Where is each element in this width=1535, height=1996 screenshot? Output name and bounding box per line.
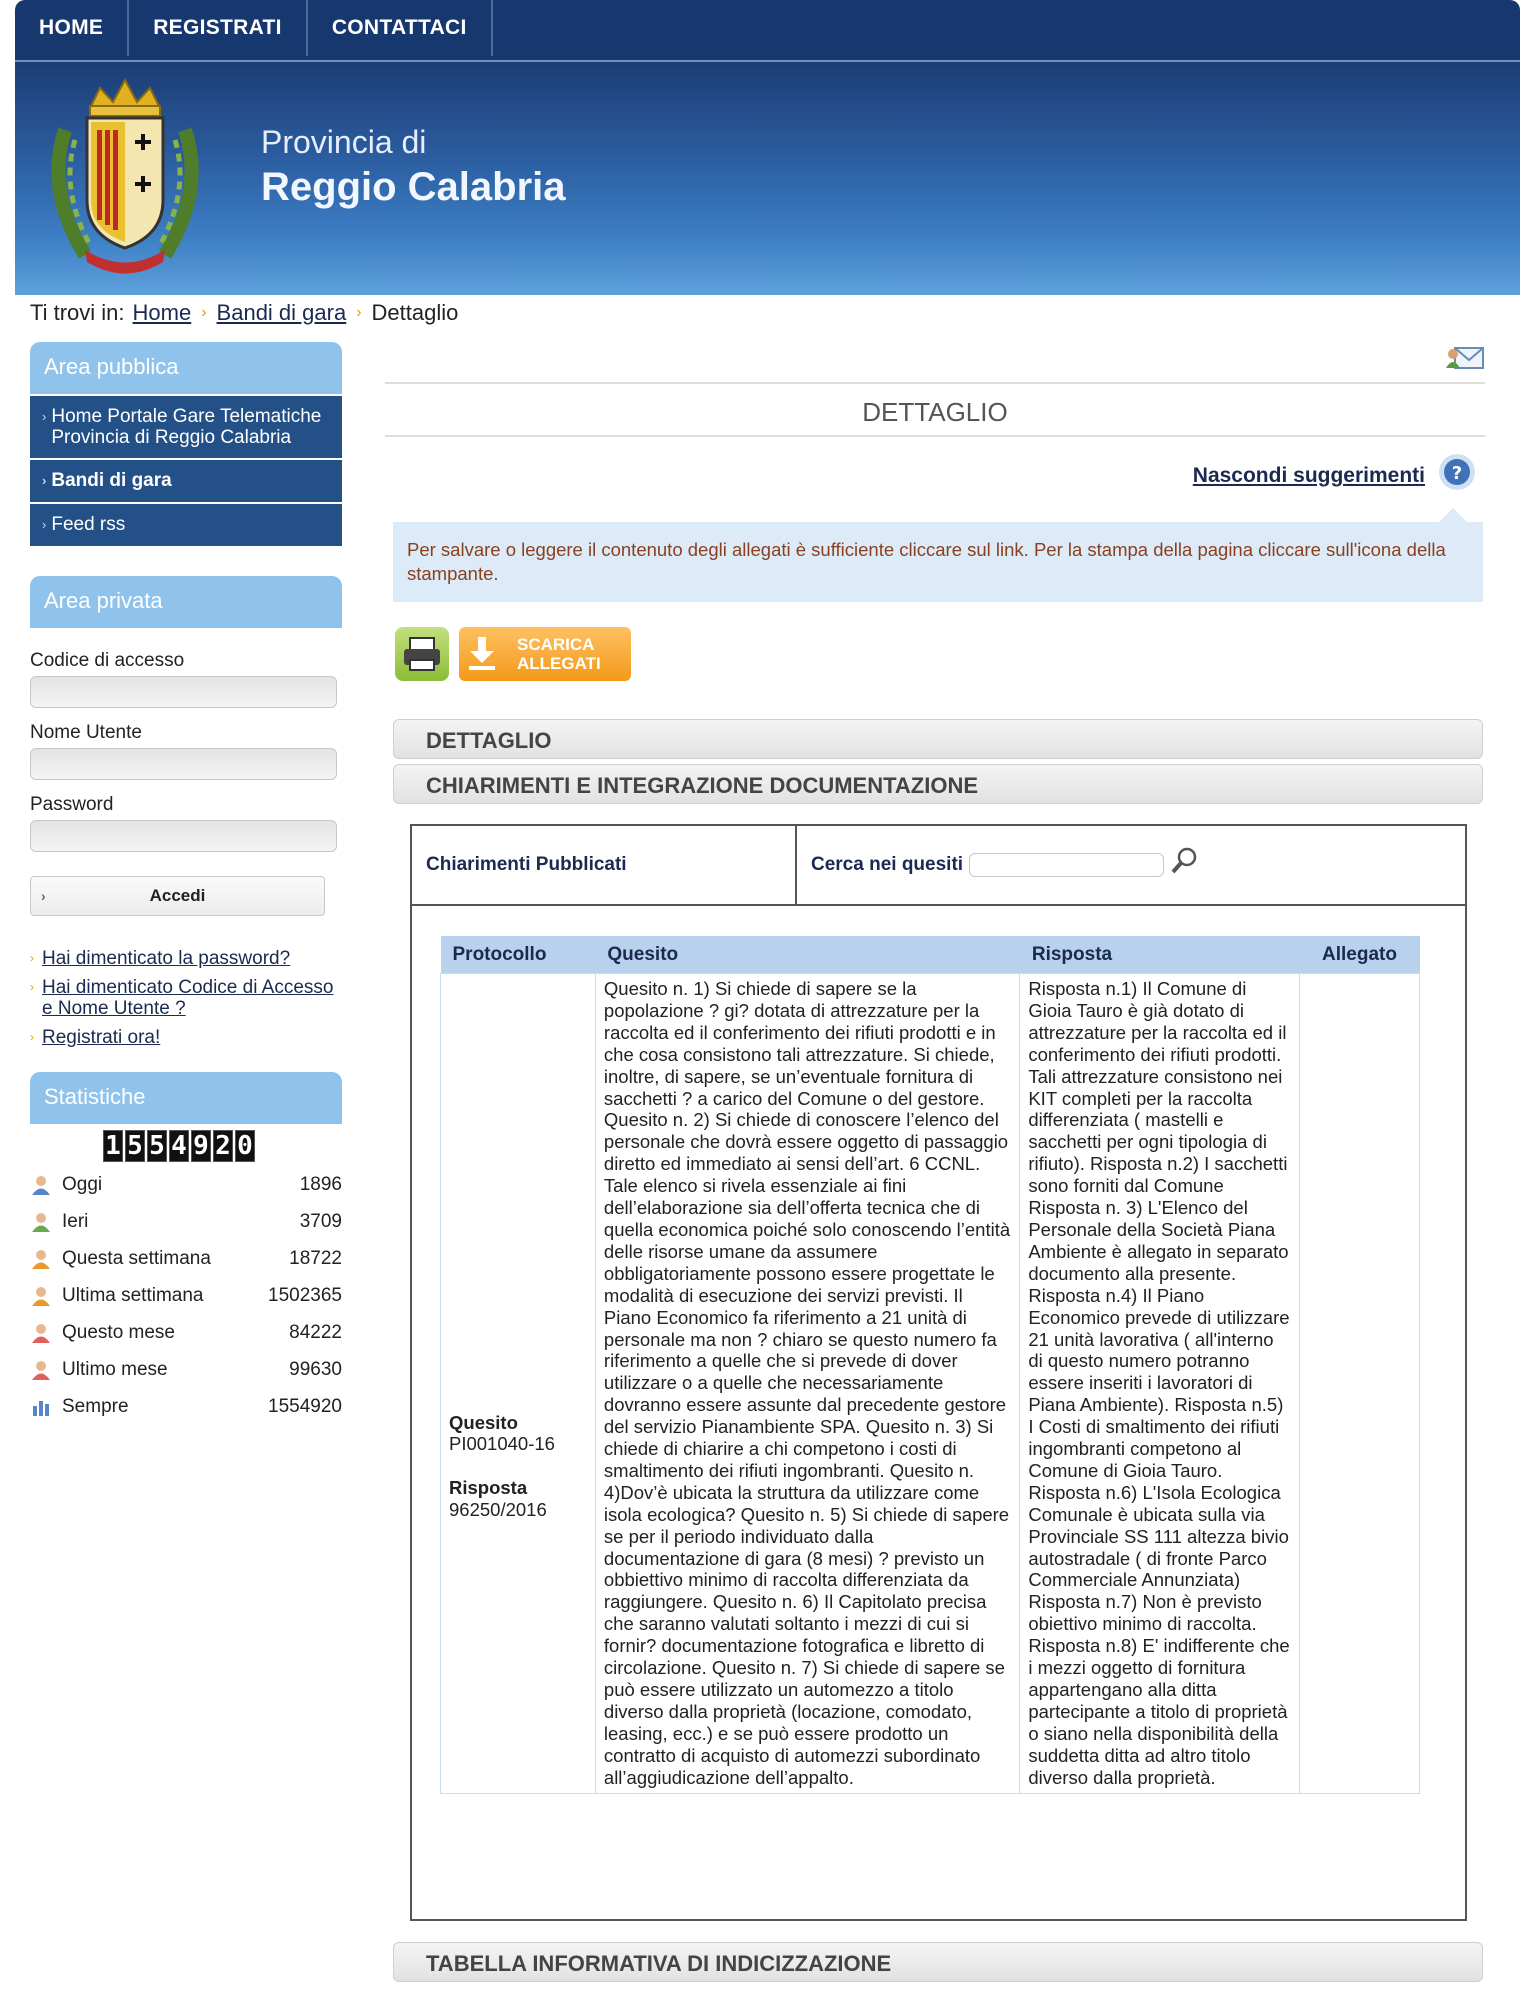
divider	[385, 382, 1485, 384]
stat-name: Oggi	[62, 1173, 103, 1195]
stat-row	[30, 1166, 342, 1203]
counter-digit: 4	[169, 1130, 189, 1162]
sidebar-item-feed-rss[interactable]	[30, 502, 342, 546]
login-button-label: Accedi	[149, 886, 206, 905]
table-header-row	[441, 936, 1420, 974]
stat-name: Ultima settimana	[62, 1284, 204, 1306]
sidebar-item-label: Home Portale Gare Telematiche Provincia di Reggio Calabria	[51, 406, 322, 448]
nav-contattaci[interactable]: CONTATTACI	[308, 0, 493, 56]
forgot-password-link[interactable]: Hai dimenticato la password?	[42, 948, 291, 969]
hide-tips-link[interactable]: Nascondi suggerimenti	[1192, 464, 1425, 487]
counter-digit: 2	[213, 1130, 233, 1162]
forgot-credentials-item	[30, 977, 342, 1019]
user-icon	[30, 1359, 52, 1381]
help-icon[interactable]	[1437, 452, 1477, 492]
column-header-protocollo: Protocollo	[441, 936, 596, 974]
sidebar-item-home-portale[interactable]	[30, 394, 342, 458]
header-banner	[15, 60, 1520, 295]
clarifications-table	[440, 936, 1420, 1794]
protocol-risposta-value: 96250/2016	[449, 1499, 547, 1521]
printer-icon	[395, 627, 449, 681]
download-label-line-2: ALLEGATI	[517, 654, 601, 673]
stat-value: 99630	[289, 1358, 342, 1380]
email-icon[interactable]	[1445, 342, 1485, 372]
access-code-input[interactable]	[30, 676, 337, 708]
download-attachments-button[interactable]	[459, 627, 631, 681]
stat-row	[30, 1388, 342, 1425]
stat-row	[30, 1203, 342, 1240]
user-icon	[30, 1248, 52, 1270]
stat-value: 3709	[299, 1210, 342, 1232]
column-header-allegato: Allegato	[1300, 936, 1420, 974]
column-header-risposta: Risposta	[1020, 936, 1300, 974]
table-row	[441, 974, 1420, 1794]
breadcrumb-prefix: Ti trovi in:	[30, 300, 125, 325]
download-label-line-1: SCARICA	[517, 635, 595, 654]
stat-value: 84222	[289, 1321, 342, 1343]
stat-row	[30, 1314, 342, 1351]
divider	[385, 435, 1485, 437]
stat-row	[30, 1240, 342, 1277]
tip-message: Per salvare o leggere il contenuto degli allegati è sufficiente cliccare sul link. Per la stampa della pagina cliccare sull'icona della stampante.	[393, 522, 1483, 602]
risposta-cell: Risposta n.1) Il Comune di Gioia Tauro è già dotato di attrezzature per la raccolta ed il conferimento dei rifiuti prodotti. Tali attrezzature consistono nei KIT completi per la raccolta differenziata ( mastelli e sacchetti per ogni tipologia di rifiuto). Risposta n.2) I sacchetti sono forniti dal Comune Risposta n. 3) L'Elenco del Personale della Società Piana Ambiente è allegato in separato documento alla presente. Risposta n.4) Il Piano Economico prevede di utilizzare 21 unità lavorativa ( all'interno di questo numero potranno essere inseriti i lavoratori di Piana Ambiente). Risposta n.5) I Costi di smaltimento dei rifiuti ingombranti competono al Comune di Gioia Tauro. Risposta n.6) L'Isola Ecologica Comunale è ubicata sulla via Provinciale SS 111 altezza bivio autostradale ( di fronte Parco Commerciale Annunziata) Risposta n.7) Non è previsto obiettivo minimo di raccolta. Risposta n.8) E' indifferente che i mezzi oggetto di fornitura appartengano alla ditta partecipante a titolo di proprietà o siano nella disponibilità della suddetta ditta ad altro titolo diverso dalla proprietà.	[1020, 974, 1300, 1794]
protocol-quesito-label: Quesito	[449, 1411, 518, 1433]
account-links	[30, 948, 342, 1048]
brand-line-2: Reggio Calabria	[261, 165, 566, 209]
brand-line-1: Provincia di	[261, 124, 427, 160]
visit-counter	[103, 1130, 342, 1162]
stat-row	[30, 1277, 342, 1314]
user-icon	[30, 1211, 52, 1233]
chevron-right-icon: ›	[41, 888, 46, 904]
sidebar-item-label: Feed rss	[51, 514, 126, 535]
hide-tips	[1193, 464, 1425, 488]
chevron-right-icon: ›	[30, 980, 34, 994]
top-nav	[15, 0, 1520, 60]
download-icon	[467, 635, 497, 673]
counter-digit: 0	[235, 1130, 255, 1162]
search-input[interactable]	[969, 853, 1164, 877]
section-detail[interactable]: DETTAGLIO	[393, 719, 1483, 759]
tip-arrow	[1439, 508, 1467, 522]
chevron-right-icon: ›	[201, 304, 207, 321]
register-item	[30, 1027, 342, 1048]
download-label	[517, 635, 601, 673]
chevron-right-icon: ›	[42, 473, 47, 488]
breadcrumb	[30, 300, 458, 326]
stat-name: Questa settimana	[62, 1247, 211, 1269]
sidebar-item-label: Bandi di gara	[51, 470, 172, 491]
nav-registrati[interactable]: REGISTRATI	[129, 0, 308, 56]
stat-row	[30, 1351, 342, 1388]
breadcrumb-bandi-link[interactable]: Bandi di gara	[216, 300, 347, 325]
search-label: Cerca nei quesiti	[811, 854, 964, 875]
stat-value: 1896	[299, 1173, 342, 1195]
statistics-list	[30, 1166, 342, 1425]
forgot-credentials-link[interactable]: Hai dimenticato Codice di Accesso e Nome Utente ?	[42, 977, 334, 1019]
password-label: Password	[30, 794, 114, 815]
chevron-right-icon: ›	[356, 304, 362, 321]
coat-of-arms-logo[interactable]	[45, 70, 205, 280]
section-clarifications[interactable]: CHIARIMENTI E INTEGRAZIONE DOCUMENTAZIONE	[393, 764, 1483, 804]
access-code-label: Codice di accesso	[30, 650, 185, 671]
clarifications-header	[412, 826, 1465, 906]
chevron-right-icon: ›	[30, 1030, 34, 1044]
allegato-cell	[1300, 974, 1420, 1794]
svg-text:?: ?	[1451, 463, 1463, 484]
counter-digit: 1	[103, 1130, 123, 1162]
user-icon	[30, 1174, 52, 1196]
counter-digit: 9	[191, 1130, 211, 1162]
breadcrumb-current: Dettaglio	[371, 300, 459, 325]
private-area-heading: Area privata	[30, 576, 342, 628]
counter-digit: 5	[125, 1130, 145, 1162]
section-index-table[interactable]: TABELLA INFORMATIVA DI INDICIZZAZIONE	[393, 1942, 1483, 1982]
sidebar	[30, 342, 342, 1425]
quesito-cell: Quesito n. 1) Si chiede di sapere se la popolazione ? gi? dotata di attrezzature per la raccolta ed il conferimento dei rifiuti prodotti e in che cosa consistono tali attrezzature. Si chiede, inoltre, di sapere, se un’eventuale fornitura di sacchetti ? a carico del Comune o del gestore. Quesito n. 2) Si chiede di conoscere l’elenco del personale che dovrà essere oggetto di passaggio diretto ed immediato ai sensi dell’art. 6 CCNL. Tale elenco si rivela essenziale ai fini dell’elaborazione sia dell’offerta tecnica che di quella economica poiché solo conoscendo l’entità delle risorse umane da assumere obbligatoriamente possono essere progettate le modalità di esecuzione dei servizi previsti. Il Piano Economico fa riferimento a 21 unità di personale ma non ? chiaro se questo numero fa riferimento a quelle che si prevede di dover utilizzare o a quelle che necessariamente dovranno essere assunte dal precedente gestore del servizio Pianambiente SPA. Quesito n. 3) Si chiede di chiarire a chi competono i costi di smaltimento dei rifiuti ingombranti. Quesito n. 4)Dov’è ubicata la struttura da utilizzare come isola ecologica? Quesito n. 5) Si chiede di sapere se per il periodo individuato dalla documentazione di gara (8 mesi) ? previsto un obbiettivo minimo di raccolta differenziata da raggiungere. Quesito n. 6) Il Capitolato precisa che saranno valutati soltanto i mezzi di cui si fornir? documentazione fotografica e libretto di circolazione. Quesito n. 7) Si chiede di sapere se può essere utilizzato un automezzo a titolo diverso dalla proprietà (locazione, comodato, leasing, ecc.) e se può essere prodotto un contratto di acquisto di automezzi subordinato all’aggiudicazione dell’appalto.	[595, 974, 1019, 1794]
sidebar-item-bandi[interactable]	[30, 458, 342, 502]
published-clarifications-label: Chiarimenti Pubblicati	[412, 826, 797, 904]
protocol-cell	[441, 974, 596, 1794]
chevron-right-icon: ›	[30, 951, 34, 965]
chevron-right-icon: ›	[42, 409, 47, 424]
stat-value: 1554920	[268, 1395, 342, 1417]
public-area-heading: Area pubblica	[30, 342, 342, 394]
page-title: DETTAGLIO	[862, 397, 1008, 427]
stat-name: Questo mese	[62, 1321, 175, 1343]
stat-name: Ultimo mese	[62, 1358, 168, 1380]
forgot-password-item	[30, 948, 342, 969]
chevron-right-icon: ›	[42, 517, 47, 532]
stat-value: 1502365	[268, 1284, 342, 1306]
statistics-heading: Statistiche	[30, 1072, 342, 1124]
user-icon	[30, 1322, 52, 1344]
stat-value: 18722	[289, 1247, 342, 1269]
login-button[interactable]	[30, 876, 325, 916]
register-link[interactable]: Registrati ora!	[42, 1027, 161, 1048]
clarifications-panel	[410, 824, 1467, 1921]
protocol-risposta-label: Risposta	[449, 1477, 528, 1499]
nav-home[interactable]: HOME	[15, 0, 129, 56]
password-input[interactable]	[30, 820, 337, 852]
brand-title	[261, 124, 566, 210]
user-icon	[30, 1285, 52, 1307]
search-area	[797, 826, 1465, 904]
print-button[interactable]	[395, 627, 449, 681]
bar-chart-icon	[30, 1396, 52, 1418]
username-label: Nome Utente	[30, 722, 142, 743]
username-input[interactable]	[30, 748, 337, 780]
search-icon[interactable]	[1170, 845, 1200, 875]
column-header-quesito: Quesito	[595, 936, 1019, 974]
protocol-quesito-value: PI001040-16	[449, 1433, 555, 1455]
stat-name: Ieri	[62, 1210, 89, 1232]
stat-name: Sempre	[62, 1395, 129, 1417]
breadcrumb-home-link[interactable]: Home	[132, 300, 192, 325]
counter-digit: 5	[147, 1130, 167, 1162]
